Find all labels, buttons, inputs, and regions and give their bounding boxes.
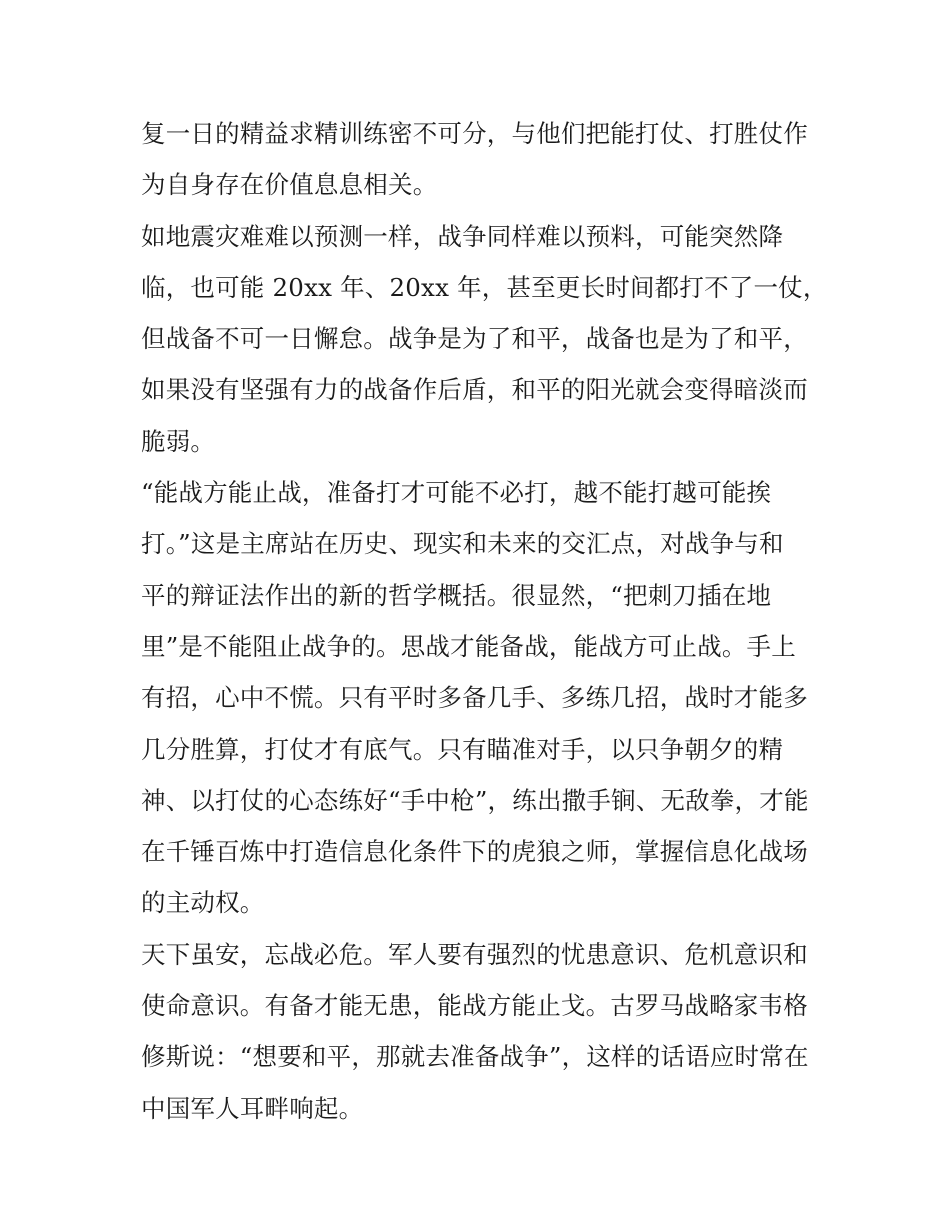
text-line: 平的辩证法作出的新的哲学概括。很显然，“把刺刀插在地 (141, 580, 772, 610)
text-line: 神、以打仗的心态练好“手中枪”，练出撒手锏、无敌拳，才能 (141, 785, 809, 815)
text-line: 中国军人耳畔响起。 (141, 1093, 364, 1123)
text-line: 几分胜算，打仗才有底气。只有瞄准对手，以只争朝夕的精 (141, 734, 784, 764)
text-line: 为自身存在价值息息相关。 (141, 170, 438, 200)
text-line: 的主动权。 (141, 888, 265, 918)
text-line: 天下虽安，忘战必危。军人要有强烈的忧患意识、危机意识和 (141, 939, 808, 969)
text-line: 但战备不可一日懈怠。战争是为了和平，战备也是为了和平， (141, 324, 808, 354)
text-line: 有招，心中不慌。只有平时多备几手、多练几招，战时才能多 (141, 683, 808, 713)
text-line: 在千锤百炼中打造信息化条件下的虎狼之师，掌握信息化战场 (141, 837, 808, 867)
text-line: 里”是不能阻止战争的。思战才能备战，能战方可止战。手上 (141, 631, 796, 661)
text-line: 复一日的精益求精训练密不可分，与他们把能打仗、打胜仗作 (141, 119, 808, 148)
text-line: 打。”这是主席站在历史、现实和未来的交汇点，对战争与和 (141, 529, 784, 559)
text-line: 修斯说：“想要和平，那就去准备战争”，这样的话语应时常在 (141, 1042, 809, 1072)
body-text (141, 108, 828, 1134)
text-line: 脆弱。 (141, 426, 216, 456)
text-line: “能战方能止战，准备打才可能不必打，越不能打越可能挨 (141, 478, 772, 508)
text-line: 如地震灾难难以预测一样，战争同样难以预料，可能突然降 (141, 221, 784, 251)
text-line: 如果没有坚强有力的战备作后盾，和平的阳光就会变得暗淡而 (141, 375, 808, 405)
text-line: 临，也可能 20xx 年、20xx 年，甚至更长时间都打不了一仗， (141, 272, 828, 302)
text-line: 使命意识。有备才能无患，能战方能止戈。古罗马战略家韦格 (141, 991, 808, 1021)
